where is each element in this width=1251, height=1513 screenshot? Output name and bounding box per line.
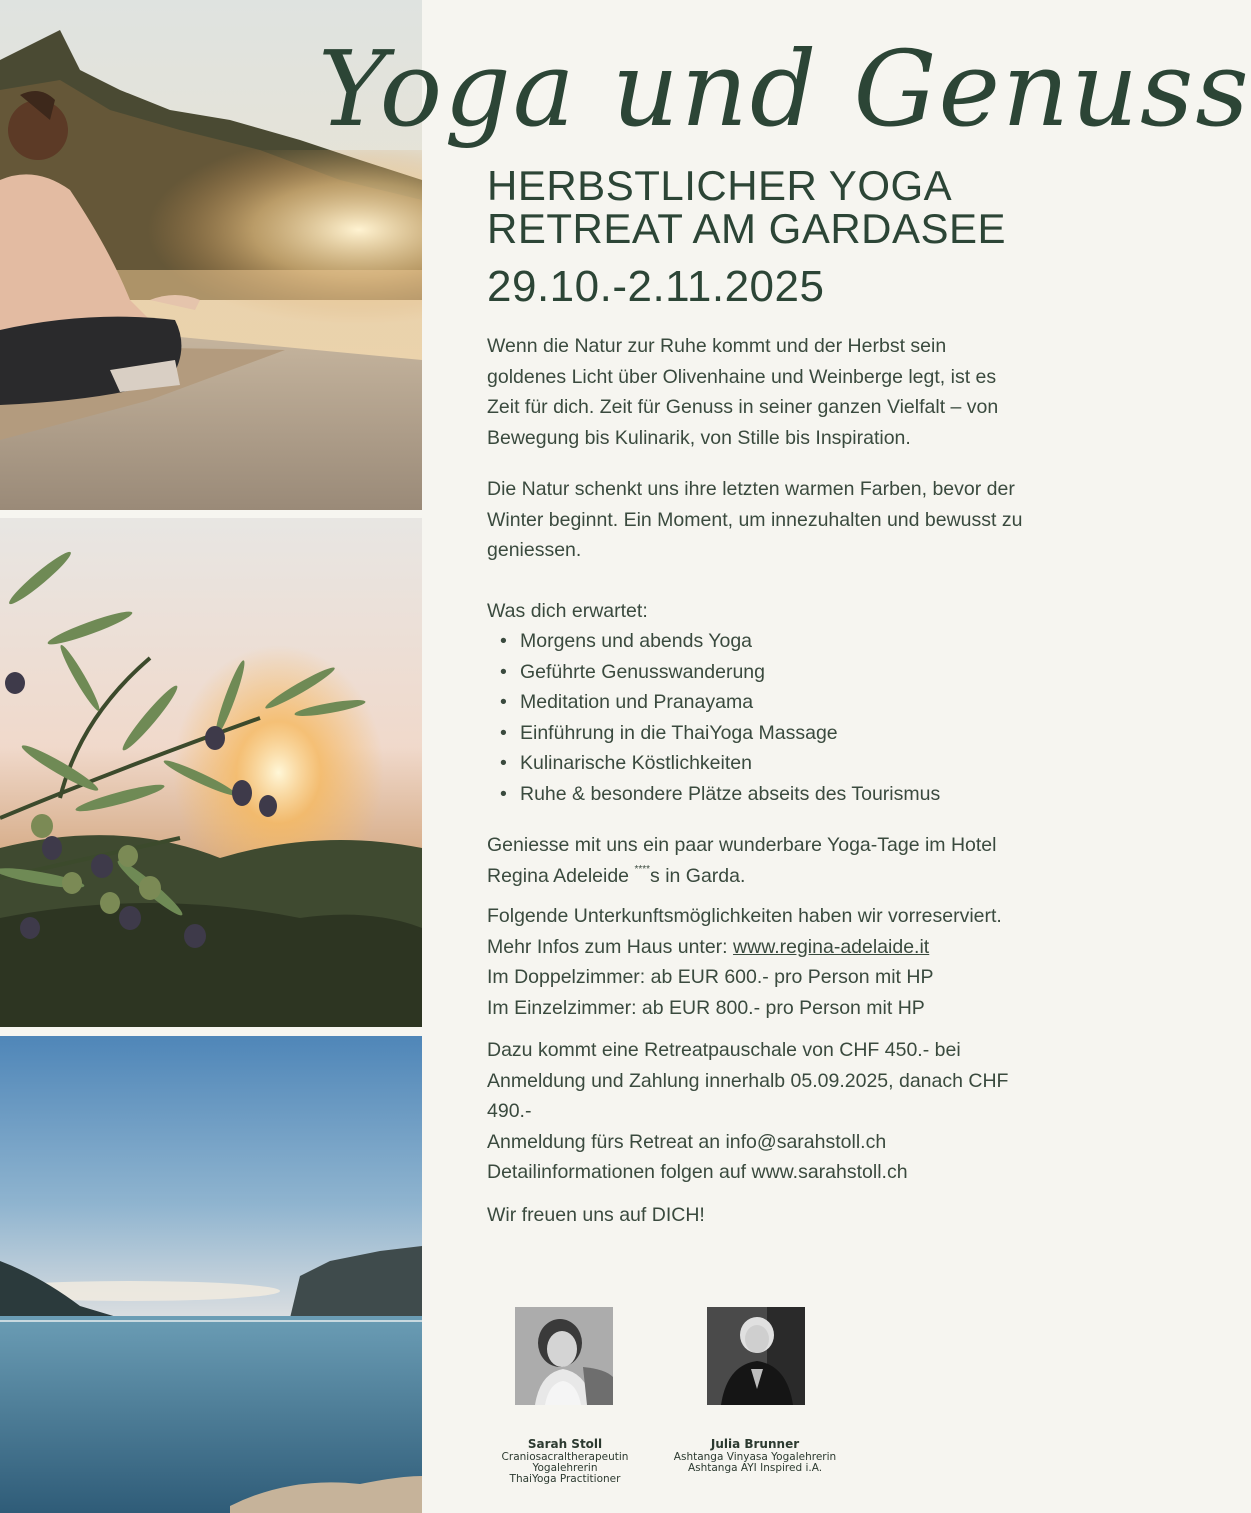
event-date: 29.10.-2.11.2025: [487, 262, 825, 311]
registration-info: Anmeldung fürs Retreat an info@sarahstoll.ch: [487, 1130, 887, 1153]
list-item: • Einführung in die ThaiYoga Massage: [520, 718, 1027, 749]
price-double-room: Im Doppelzimmer: ab EUR 600.- pro Person mit HP: [487, 966, 934, 988]
avatar: [515, 1307, 613, 1405]
page-heading: [487, 164, 1047, 250]
hotel-text-end: s in Garda.: [650, 864, 746, 887]
teacher-name: Julia Brunner: [710, 1437, 800, 1451]
teacher-role: ThaiYoga Practitioner: [509, 1473, 621, 1485]
heading-line-1: HERBSTLICHER YOGA: [487, 162, 953, 209]
hotel-text: Geniesse mit uns ein paar wunderbare Yoga-Tage im Hotel Regina Adeleide: [487, 834, 997, 887]
accommodation-info-label: Mehr Infos zum Haus unter:: [487, 935, 734, 958]
content-column: [487, 331, 1027, 1230]
retreat-fee: Dazu kommt eine Retreatpauschale von CHF 450.- bei Anmeldung und Zahlung innerhalb 05.09.2025, danach CHF 490.-: [487, 1039, 1009, 1122]
closing-line: Wir freuen uns auf DICH!: [487, 1203, 705, 1226]
list-item: • Meditation und Pranayama: [520, 687, 1027, 718]
photo-olive-branch-sunset: [0, 518, 422, 1027]
accommodation-intro: Folgende Unterkunftsmöglichkeiten haben wir vorreserviert.: [487, 905, 1002, 927]
photo-lake-garda: [0, 1036, 422, 1513]
teacher-sarah: [480, 1437, 650, 1485]
heading-line-2: RETREAT AM GARDASEE: [487, 205, 1007, 252]
price-single-room: Im Einzelzimmer: ab EUR 800.- pro Person mit HP: [487, 996, 925, 1019]
list-item: • Morgens und abends Yoga: [520, 626, 1027, 657]
intro-paragraph-2: Die Natur schenkt uns ihre letzten warmen Farben, bevor der Winter beginnt. Ein Moment, um innezuhalten und bewusst zu geniessen.: [487, 478, 1023, 561]
teacher-role: Ashtanga AYI Inspired i.A.: [687, 1462, 823, 1474]
hotel-website-link[interactable]: www.regina-adelaide.it: [733, 935, 930, 958]
script-title: Yoga und Genuss: [318, 28, 1251, 150]
expect-list: [487, 626, 1027, 809]
details-info: Detailinformationen folgen auf www.sarahstoll.ch: [487, 1161, 908, 1183]
teacher-role: Ashtanga Vinyasa Yogalehrerin: [673, 1451, 837, 1463]
list-item: • Geführte Genusswanderung: [520, 657, 1027, 688]
teacher-julia: [655, 1437, 855, 1474]
list-item: • Kulinarische Köstlichkeiten: [520, 748, 1027, 779]
expect-heading: Was dich erwartet:: [487, 599, 648, 622]
list-item: • Ruhe & besondere Plätze abseits des Tourismus: [520, 779, 1027, 810]
teacher-role: Yogalehrerin: [532, 1462, 598, 1474]
hotel-stars: ****: [634, 863, 651, 875]
intro-paragraph-1: Wenn die Natur zur Ruhe kommt und der Herbst sein goldenes Licht über Olivenhaine und Weinberge legt, ist es Zeit für dich. Zeit für Genuss in seiner ganzen Vielfalt – von Bewegung bis Kulinarik, von Stille bis Inspiration.: [487, 335, 999, 449]
avatar: [707, 1307, 805, 1405]
teacher-name: Sarah Stoll: [527, 1437, 603, 1451]
hotel-paragraph: [487, 830, 1027, 891]
teacher-role: Craniosacraltherapeutin: [501, 1451, 629, 1463]
accommodation-info: [487, 932, 1027, 963]
